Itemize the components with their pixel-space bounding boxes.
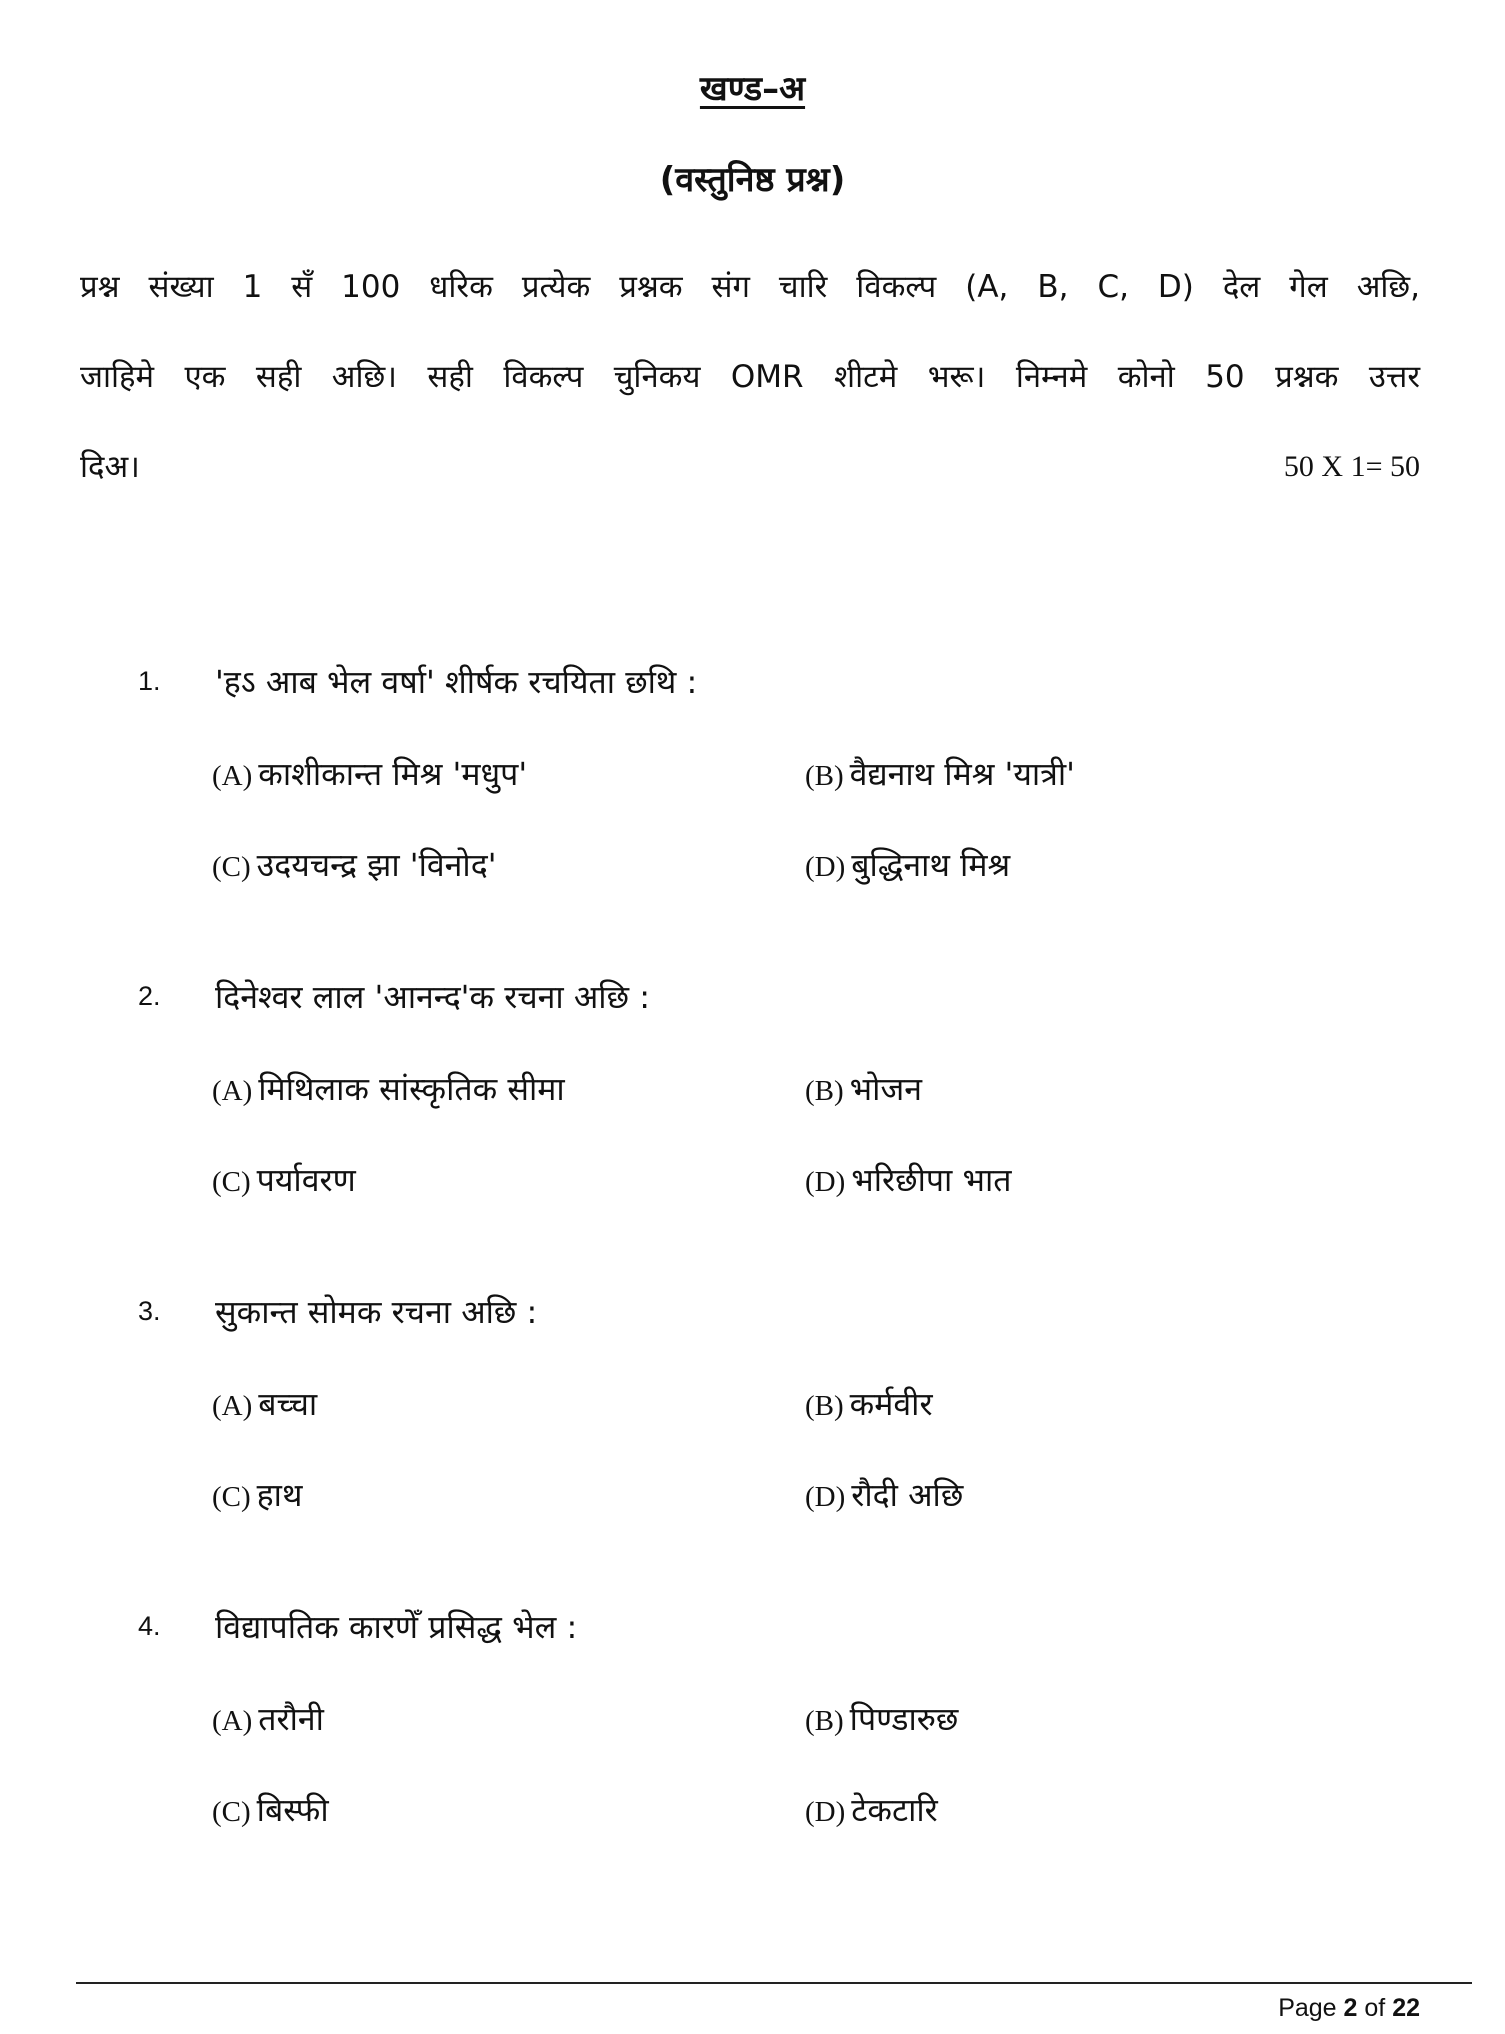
option-d <box>805 843 1010 886</box>
option-text: हाथ <box>256 1476 303 1514</box>
option-c <box>212 1788 329 1831</box>
option-a <box>212 1382 317 1425</box>
marks-label: 50 X 1= 50 <box>1283 450 1420 483</box>
option-text: बिस्फी <box>256 1791 329 1829</box>
option-label: (D) <box>805 1481 846 1513</box>
option-label: (C) <box>212 1166 251 1198</box>
option-label: (C) <box>212 1481 251 1513</box>
page-of: of <box>1357 1994 1393 2022</box>
option-b <box>805 752 1075 795</box>
option-text: भोजन <box>849 1070 922 1108</box>
footer-divider <box>76 1982 1472 1984</box>
option-b <box>805 1382 933 1425</box>
page-prefix: Page <box>1278 1994 1344 2022</box>
question-text: दिनेश्वर लाल 'आनन्द'क रचना अछि : <box>215 978 650 1016</box>
instructions-line-3: दिअ। <box>80 449 140 485</box>
option-text: भरिछीपा भात <box>851 1161 1012 1199</box>
question-number: 4. <box>138 1611 161 1641</box>
option-text: पर्यावरण <box>256 1161 356 1199</box>
option-a <box>212 1697 324 1740</box>
option-label: (B) <box>805 1075 844 1107</box>
question-text: 'हऽ आब भेल वर्षा' शीर्षक रचयिता छथि : <box>215 663 698 701</box>
page-total: 22 <box>1392 1994 1420 2022</box>
option-text: काशीकान्त मिश्र 'मधुप' <box>258 755 528 793</box>
instructions-last-row <box>80 422 1420 512</box>
option-text: कर्मवीर <box>849 1385 933 1423</box>
question-text: सुकान्त सोमक रचना अछि : <box>215 1293 538 1331</box>
question-text: विद्यापतिक कारणेँ प्रसिद्ध भेल : <box>215 1608 578 1646</box>
option-label: (A) <box>212 1075 253 1107</box>
option-label: (C) <box>212 1796 251 1828</box>
option-c <box>212 1158 356 1201</box>
option-label: (B) <box>805 760 844 792</box>
option-text: रौदी अछि <box>851 1476 964 1514</box>
option-a <box>212 752 527 795</box>
section-subtitle: (वस्तुनिष्ठ प्रश्न) <box>659 160 846 200</box>
instructions-line-1: प्रश्न संख्या 1 सँ 100 धरिक प्रत्येक प्रश्नक संग चारि विकल्प (A, B, C, D) देल गेल अछि, <box>80 269 1420 305</box>
option-text: टेकटारि <box>851 1791 938 1829</box>
option-text: वैद्यनाथ मिश्र 'यात्री' <box>849 755 1075 793</box>
page-current: 2 <box>1343 1994 1358 2022</box>
option-c <box>212 1473 302 1516</box>
option-text: तरौनी <box>258 1700 324 1738</box>
option-label: (C) <box>212 851 251 883</box>
instructions-line-2: जाहिमे एक सही अछि। सही विकल्प चुनिकय OMR शीटमे भरू। निम्नमे कोनो 50 प्रश्नक उत्तर <box>80 359 1420 395</box>
option-text: मिथिलाक सांस्कृतिक सीमा <box>258 1070 565 1108</box>
section-title-text: खण्ड–अ <box>699 69 806 109</box>
page-number <box>1278 1994 1420 2023</box>
option-text: पिण्डारुछ <box>849 1700 959 1738</box>
option-text: बुद्धिनाथ मिश्र <box>851 846 1011 884</box>
option-b <box>805 1697 958 1740</box>
option-a <box>212 1067 565 1110</box>
question-number: 2. <box>138 981 161 1011</box>
option-text: बच्चा <box>258 1385 318 1423</box>
instructions-block <box>80 242 1420 422</box>
option-label: (B) <box>805 1705 844 1737</box>
option-d <box>805 1158 1012 1201</box>
section-title <box>0 64 1505 110</box>
question-number: 1. <box>138 666 161 696</box>
option-b <box>805 1067 922 1110</box>
option-label: (A) <box>212 1705 253 1737</box>
question-number: 3. <box>138 1296 161 1326</box>
option-c <box>212 843 497 886</box>
option-label: (A) <box>212 760 253 792</box>
option-label: (B) <box>805 1390 844 1422</box>
option-label: (D) <box>805 1796 846 1828</box>
option-label: (D) <box>805 1166 846 1198</box>
option-label: (D) <box>805 851 846 883</box>
option-label: (A) <box>212 1390 253 1422</box>
option-d <box>805 1788 938 1831</box>
option-d <box>805 1473 963 1516</box>
option-text: उदयचन्द्र झा 'विनोद' <box>256 846 497 884</box>
